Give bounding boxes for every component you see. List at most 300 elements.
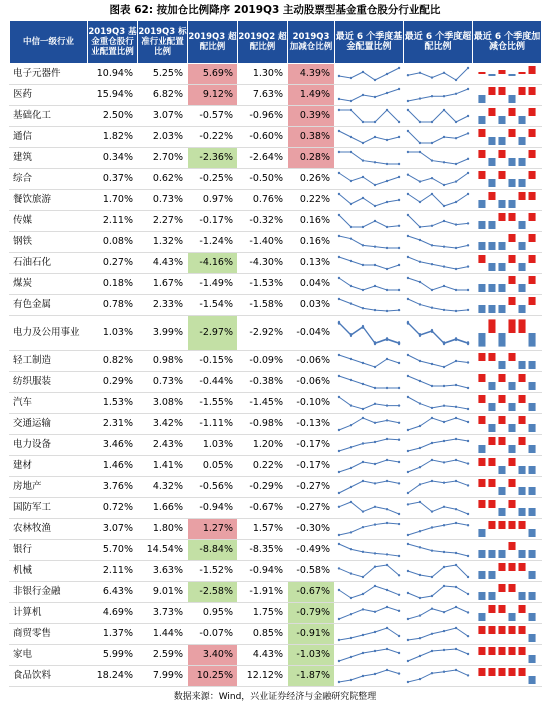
spark-bar — [488, 437, 495, 445]
increase-bar-sparkline-cell — [473, 582, 542, 603]
sparkline-point — [431, 608, 433, 610]
sparkline-point — [443, 309, 445, 311]
over-weight-sparkline-cell — [404, 295, 473, 316]
spark-bar — [478, 416, 485, 424]
increase-cell: 0.16% — [288, 232, 335, 253]
spark-bar — [478, 458, 485, 466]
increase-bar-sparkline-cell — [473, 64, 542, 85]
sparkline-point — [407, 570, 409, 572]
spark-bar — [518, 626, 525, 634]
increase-cell: -0.58% — [288, 561, 335, 582]
industry-name-cell: 轻工制造 — [10, 351, 88, 372]
spark-bar — [518, 647, 525, 655]
industry-name-cell: 家电 — [10, 645, 88, 666]
increase-cell: -1.03% — [288, 645, 335, 666]
std-weight-cell: 1.44% — [138, 624, 188, 645]
std-weight-cell: 3.08% — [138, 393, 188, 414]
sparkline-point — [431, 526, 433, 528]
spark-bar — [508, 479, 515, 487]
sparkline-point — [407, 321, 409, 325]
sparkline-point — [338, 396, 340, 398]
industry-name-cell: 建筑 — [10, 148, 88, 169]
sparkline-point — [443, 205, 445, 207]
increase-cell: 1.49% — [288, 85, 335, 106]
spark-bar — [488, 87, 495, 95]
sparkline-point — [374, 422, 376, 424]
sparkline-point — [374, 585, 376, 587]
sparkline-point — [431, 595, 433, 597]
sparkline-point — [398, 404, 400, 406]
increase-bar-sparkline-cell — [473, 127, 542, 148]
sparkline-point — [455, 247, 457, 249]
sparkline-point — [350, 656, 352, 658]
std-weight-cell: 1.80% — [138, 519, 188, 540]
sparkline-point — [362, 551, 364, 553]
spark-bar — [488, 305, 495, 313]
spark-bar — [529, 508, 536, 516]
over-weight-q2-cell: -0.50% — [238, 169, 288, 190]
sparkline — [408, 397, 468, 409]
increase-cell: -0.17% — [288, 435, 335, 456]
spark-bar — [529, 87, 536, 95]
spark-bar — [529, 255, 536, 263]
industry-name-cell: 石油石化 — [10, 253, 88, 274]
sparkline — [339, 215, 399, 227]
over-weight-q2-cell: 4.43% — [238, 645, 288, 666]
fund-weight-cell: 1.03% — [88, 316, 138, 351]
sparkline-point — [386, 139, 388, 141]
std-weight-cell: 0.73% — [138, 190, 188, 211]
sparkline-point — [443, 136, 445, 138]
sparkline-point — [386, 247, 388, 249]
spark-bar — [498, 584, 505, 592]
over-weight-sparkline-cell — [404, 519, 473, 540]
sparkline-point — [398, 199, 400, 201]
sparkline-point — [350, 358, 352, 360]
industry-name-cell: 电力设备 — [10, 435, 88, 456]
sparkline-point — [443, 585, 445, 587]
over-weight-q2-cell: -1.53% — [238, 274, 288, 295]
over-weight-q2-cell: 0.85% — [238, 624, 288, 645]
increase-cell: -0.06% — [288, 372, 335, 393]
sparkline-point — [431, 329, 433, 333]
sparkline-point — [467, 462, 469, 464]
increase-bar-sparkline-cell — [473, 295, 542, 316]
fund-weight-sparkline-cell — [335, 582, 404, 603]
sparkline-point — [419, 402, 421, 404]
increase-cell: -0.13% — [288, 414, 335, 435]
sparkline-point — [350, 637, 352, 639]
sparkline-point — [419, 546, 421, 548]
sparkline-point — [374, 566, 376, 568]
industry-name-cell: 汽车 — [10, 393, 88, 414]
sparkline-point — [431, 121, 433, 123]
increase-bar-sparkline-cell — [473, 561, 542, 582]
over-weight-sparkline-cell — [404, 148, 473, 169]
fund-weight-sparkline-cell — [335, 316, 404, 351]
sparkline-point — [374, 387, 376, 389]
sparkline-point — [398, 136, 400, 138]
sparkline — [339, 194, 399, 206]
over-weight-q2-cell: 1.30% — [238, 64, 288, 85]
over-weight-sparkline-cell — [404, 666, 473, 687]
over-weight-cell: 5.69% — [188, 64, 238, 85]
over-weight-cell: 1.03% — [188, 435, 238, 456]
fund-weight-sparkline-cell — [335, 540, 404, 561]
sparkline — [339, 257, 399, 269]
sparkline-point — [455, 93, 457, 95]
sparkline-point — [398, 121, 400, 123]
spark-bar — [518, 487, 525, 495]
spark-bar — [498, 487, 505, 495]
sparkline-point — [386, 337, 388, 341]
sparkline-point — [338, 193, 340, 195]
fund-weight-sparkline-cell — [335, 148, 404, 169]
sparkline-point — [455, 121, 457, 123]
spark-bar — [478, 613, 485, 621]
sparkline-point — [443, 611, 445, 613]
sparkline-point — [443, 440, 445, 442]
increase-cell: -1.87% — [288, 666, 335, 687]
spark-bar — [488, 382, 495, 390]
table-row — [10, 414, 542, 435]
sparkline-point — [374, 285, 376, 287]
over-weight-q2-cell: -0.94% — [238, 561, 288, 582]
sparkline-point — [443, 220, 445, 222]
sparkline-point — [443, 482, 445, 484]
sparkline-point — [398, 341, 400, 345]
spark-bar — [498, 200, 505, 208]
sparkline-point — [374, 205, 376, 207]
industry-name-cell: 建材 — [10, 456, 88, 477]
over-weight-cell: 0.95% — [188, 603, 238, 624]
sparkline-point — [431, 307, 433, 309]
header-spark-fund: 最近 6 个季度基金配置比例 — [335, 21, 404, 64]
increase-cell: -0.04% — [288, 316, 335, 351]
spark-bar — [488, 605, 495, 613]
std-weight-cell: 2.27% — [138, 211, 188, 232]
fund-weight-sparkline-cell — [335, 456, 404, 477]
increase-cell: 0.03% — [288, 295, 335, 316]
increase-bar-sparkline-cell — [473, 498, 542, 519]
sparkline-point — [467, 222, 469, 224]
header-over-weight: 2019Q3 超配比例 — [188, 21, 238, 64]
fund-weight-sparkline-cell — [335, 190, 404, 211]
spark-bar — [498, 150, 505, 158]
sparkline-point — [338, 450, 340, 452]
spark-bar — [529, 297, 536, 305]
sparkline — [408, 257, 468, 269]
over-weight-cell: -1.11% — [188, 414, 238, 435]
sparkline — [408, 376, 468, 388]
fund-weight-sparkline-cell — [335, 498, 404, 519]
spark-bar — [488, 647, 495, 655]
fund-weight-sparkline-cell — [335, 127, 404, 148]
spark-bar — [488, 74, 495, 76]
sparkline-point — [455, 360, 457, 362]
over-weight-sparkline-cell — [404, 414, 473, 435]
sparkline — [408, 173, 468, 185]
std-weight-cell: 9.01% — [138, 582, 188, 603]
spark-bar — [529, 333, 536, 347]
header-fund-weight: 2019Q3 基金重仓股行业配置比例 — [88, 21, 138, 64]
sparkline-point — [455, 137, 457, 139]
sparkline-point — [455, 586, 457, 588]
sparkline-point — [443, 109, 445, 111]
sparkline-point — [386, 310, 388, 312]
spark-bar — [508, 424, 515, 432]
sparkline-point — [398, 513, 400, 515]
sparkline-point — [455, 180, 457, 182]
sparkline-point — [443, 405, 445, 407]
sparkline-point — [419, 239, 421, 241]
sparkline — [408, 89, 468, 101]
sparkline-point — [338, 172, 340, 174]
spark-bar — [529, 192, 536, 200]
std-weight-cell: 3.73% — [138, 603, 188, 624]
spark-bar — [518, 116, 525, 124]
std-weight-cell: 0.98% — [138, 351, 188, 372]
spark-bar — [478, 550, 485, 558]
sparkline-point — [350, 597, 352, 599]
spark-bar — [488, 424, 495, 432]
sparkline-point — [398, 482, 400, 484]
increase-bar-sparkline-cell — [473, 372, 542, 393]
industry-name-cell: 房地产 — [10, 477, 88, 498]
over-weight-sparkline-cell — [404, 603, 473, 624]
sparkline-point — [386, 268, 388, 270]
header-std-weight: 2019Q3 标准行业配置比例 — [138, 21, 188, 64]
sparkline-point — [386, 404, 388, 406]
increase-bar-sparkline-cell — [473, 253, 542, 274]
spark-bar — [508, 647, 515, 655]
sparkline-point — [431, 177, 433, 179]
sparkline-point — [431, 289, 433, 291]
spark-bar — [488, 668, 495, 676]
header-spark-increase: 最近 6 个季度加减仓比例 — [473, 21, 542, 64]
table-row — [10, 477, 542, 498]
sparkline-point — [362, 593, 364, 595]
over-weight-q2-cell: -0.96% — [238, 106, 288, 127]
sparkline-point — [386, 387, 388, 389]
sparkline-point — [338, 618, 340, 620]
spark-bar — [529, 234, 536, 242]
table-row — [10, 582, 542, 603]
sparkline-point — [350, 613, 352, 615]
industry-name-cell: 机械 — [10, 561, 88, 582]
sparkline-point — [443, 649, 445, 651]
sparkline-point — [398, 439, 400, 441]
sparkline-point — [467, 635, 469, 637]
sparkline-point — [374, 482, 376, 484]
sparkline-point — [443, 366, 445, 368]
sparkline-point — [338, 534, 340, 536]
sparkline-point — [338, 492, 340, 494]
spark-bar — [488, 108, 495, 116]
table-row — [10, 351, 542, 372]
sparkline — [408, 215, 468, 227]
spark-bar — [498, 437, 505, 445]
sparkline-point — [350, 379, 352, 381]
spark-bar — [529, 466, 536, 474]
sparkline-point — [407, 543, 409, 545]
sparkline-point — [350, 151, 352, 153]
sparkline-point — [362, 608, 364, 610]
fund-weight-sparkline-cell — [335, 666, 404, 687]
sparkline — [339, 544, 399, 556]
table-row — [10, 169, 542, 190]
spark-bar — [508, 95, 515, 103]
sparkline-point — [338, 98, 340, 100]
over-weight-q2-cell: -0.09% — [238, 351, 288, 372]
sparkline-point — [362, 71, 364, 73]
sparkline — [339, 607, 399, 619]
sparkline-point — [407, 429, 409, 431]
sparkline-point — [443, 161, 445, 163]
sparkline-point — [362, 383, 364, 385]
spark-bar — [478, 626, 485, 634]
sparkline-point — [419, 678, 421, 680]
industry-name-cell: 有色金属 — [10, 295, 88, 316]
std-weight-cell: 3.63% — [138, 561, 188, 582]
increase-cell: -0.27% — [288, 498, 335, 519]
sparkline-point — [419, 574, 421, 576]
increase-cell: 0.04% — [288, 274, 335, 295]
source-note: 数据来源：Wind，兴业证券经济与金融研究院整理 — [173, 692, 377, 702]
sparkline-point — [455, 648, 457, 650]
increase-cell: 0.22% — [288, 190, 335, 211]
fund-weight-sparkline-cell — [335, 253, 404, 274]
sparkline-point — [467, 593, 469, 595]
sparkline-point — [419, 261, 421, 263]
sparkline — [408, 439, 468, 451]
sparkline-point — [419, 614, 421, 616]
over-weight-q2-cell: 0.22% — [238, 456, 288, 477]
increase-cell: -0.79% — [288, 603, 335, 624]
sparkline-point — [338, 298, 340, 300]
sparkline-point — [467, 611, 469, 613]
spark-bar — [478, 479, 485, 487]
spark-bar — [529, 213, 536, 221]
spark-bar — [508, 255, 515, 263]
sparkline-point — [467, 158, 469, 160]
fund-weight-cell: 15.94% — [88, 85, 138, 106]
std-weight-cell: 1.32% — [138, 232, 188, 253]
header-spark-over: 最近 6 个季度超配比例 — [404, 21, 473, 64]
sparkline-point — [467, 115, 469, 117]
sparkline-point — [398, 555, 400, 557]
spark-bar — [529, 129, 536, 137]
sparkline-point — [362, 417, 364, 419]
spark-bar — [498, 626, 505, 634]
table-row — [10, 274, 542, 295]
sparkline-point — [407, 193, 409, 195]
sparkline-point — [350, 77, 352, 79]
spark-bar — [498, 284, 505, 292]
sparkline-point — [419, 303, 421, 305]
sparkline-point — [362, 244, 364, 246]
sparkline-point — [419, 655, 421, 657]
spark-bar — [488, 592, 495, 600]
table-body — [10, 64, 542, 687]
sparkline — [339, 278, 399, 290]
increase-cell: 4.39% — [288, 64, 335, 85]
over-weight-q2-cell: 12.12% — [238, 666, 288, 687]
sparkline-point — [350, 404, 352, 406]
sparkline-point — [443, 551, 445, 553]
increase-cell: 0.39% — [288, 106, 335, 127]
sparkline-point — [443, 506, 445, 508]
spark-bar — [518, 466, 525, 474]
sparkline-point — [350, 260, 352, 262]
sparkline-point — [455, 223, 457, 225]
fund-weight-sparkline-cell — [335, 169, 404, 190]
increase-bar-sparkline-cell — [473, 316, 542, 351]
sparkline-point — [362, 675, 364, 677]
sparkline-point — [350, 226, 352, 228]
spark-bar — [498, 70, 505, 74]
sparkline-point — [362, 159, 364, 161]
fund-weight-cell: 10.94% — [88, 64, 138, 85]
std-weight-cell: 0.73% — [138, 372, 188, 393]
sparkline-point — [362, 634, 364, 636]
fund-weight-sparkline-cell — [335, 645, 404, 666]
sparkline — [408, 355, 468, 367]
sparkline — [339, 565, 399, 577]
sparkline-point — [338, 589, 340, 591]
increase-bar-sparkline-cell — [473, 393, 542, 414]
sparkline-point — [455, 564, 457, 566]
sparkline-point — [350, 100, 352, 102]
sparkline-point — [407, 681, 409, 683]
table-row — [10, 456, 542, 477]
spark-bar — [488, 571, 495, 579]
industry-name-cell: 国防军工 — [10, 498, 88, 519]
sparkline — [408, 194, 468, 206]
sparkline-point — [455, 606, 457, 608]
sparkline-point — [350, 180, 352, 182]
sparkline — [339, 523, 399, 535]
sparkline-point — [407, 74, 409, 76]
sparkline-point — [362, 307, 364, 309]
spark-bar — [529, 445, 536, 453]
sparkline-point — [398, 574, 400, 576]
sparkline-point — [398, 67, 400, 69]
spark-bar — [478, 200, 485, 208]
increase-cell: -0.91% — [288, 624, 335, 645]
sparkline-point — [407, 298, 409, 300]
over-weight-cell: -2.58% — [188, 582, 238, 603]
sparkline-point — [374, 184, 376, 186]
sparkline-point — [407, 214, 409, 216]
sparkline-point — [407, 277, 409, 279]
table-row — [10, 666, 542, 687]
industry-name-cell: 电子元器件 — [10, 64, 88, 85]
sparkline-point — [467, 421, 469, 423]
std-weight-cell: 2.03% — [138, 127, 188, 148]
table-row — [10, 211, 542, 232]
over-weight-cell: -0.17% — [188, 211, 238, 232]
table-row — [10, 232, 542, 253]
spark-bar — [529, 676, 536, 684]
sparkline-point — [467, 484, 469, 486]
increase-bar-sparkline-cell — [473, 106, 542, 127]
over-weight-cell: -2.36% — [188, 148, 238, 169]
sparkline-point — [431, 244, 433, 246]
fund-weight-cell: 0.78% — [88, 295, 138, 316]
sparkline-point — [467, 361, 469, 363]
over-weight-cell: -0.94% — [188, 498, 238, 519]
